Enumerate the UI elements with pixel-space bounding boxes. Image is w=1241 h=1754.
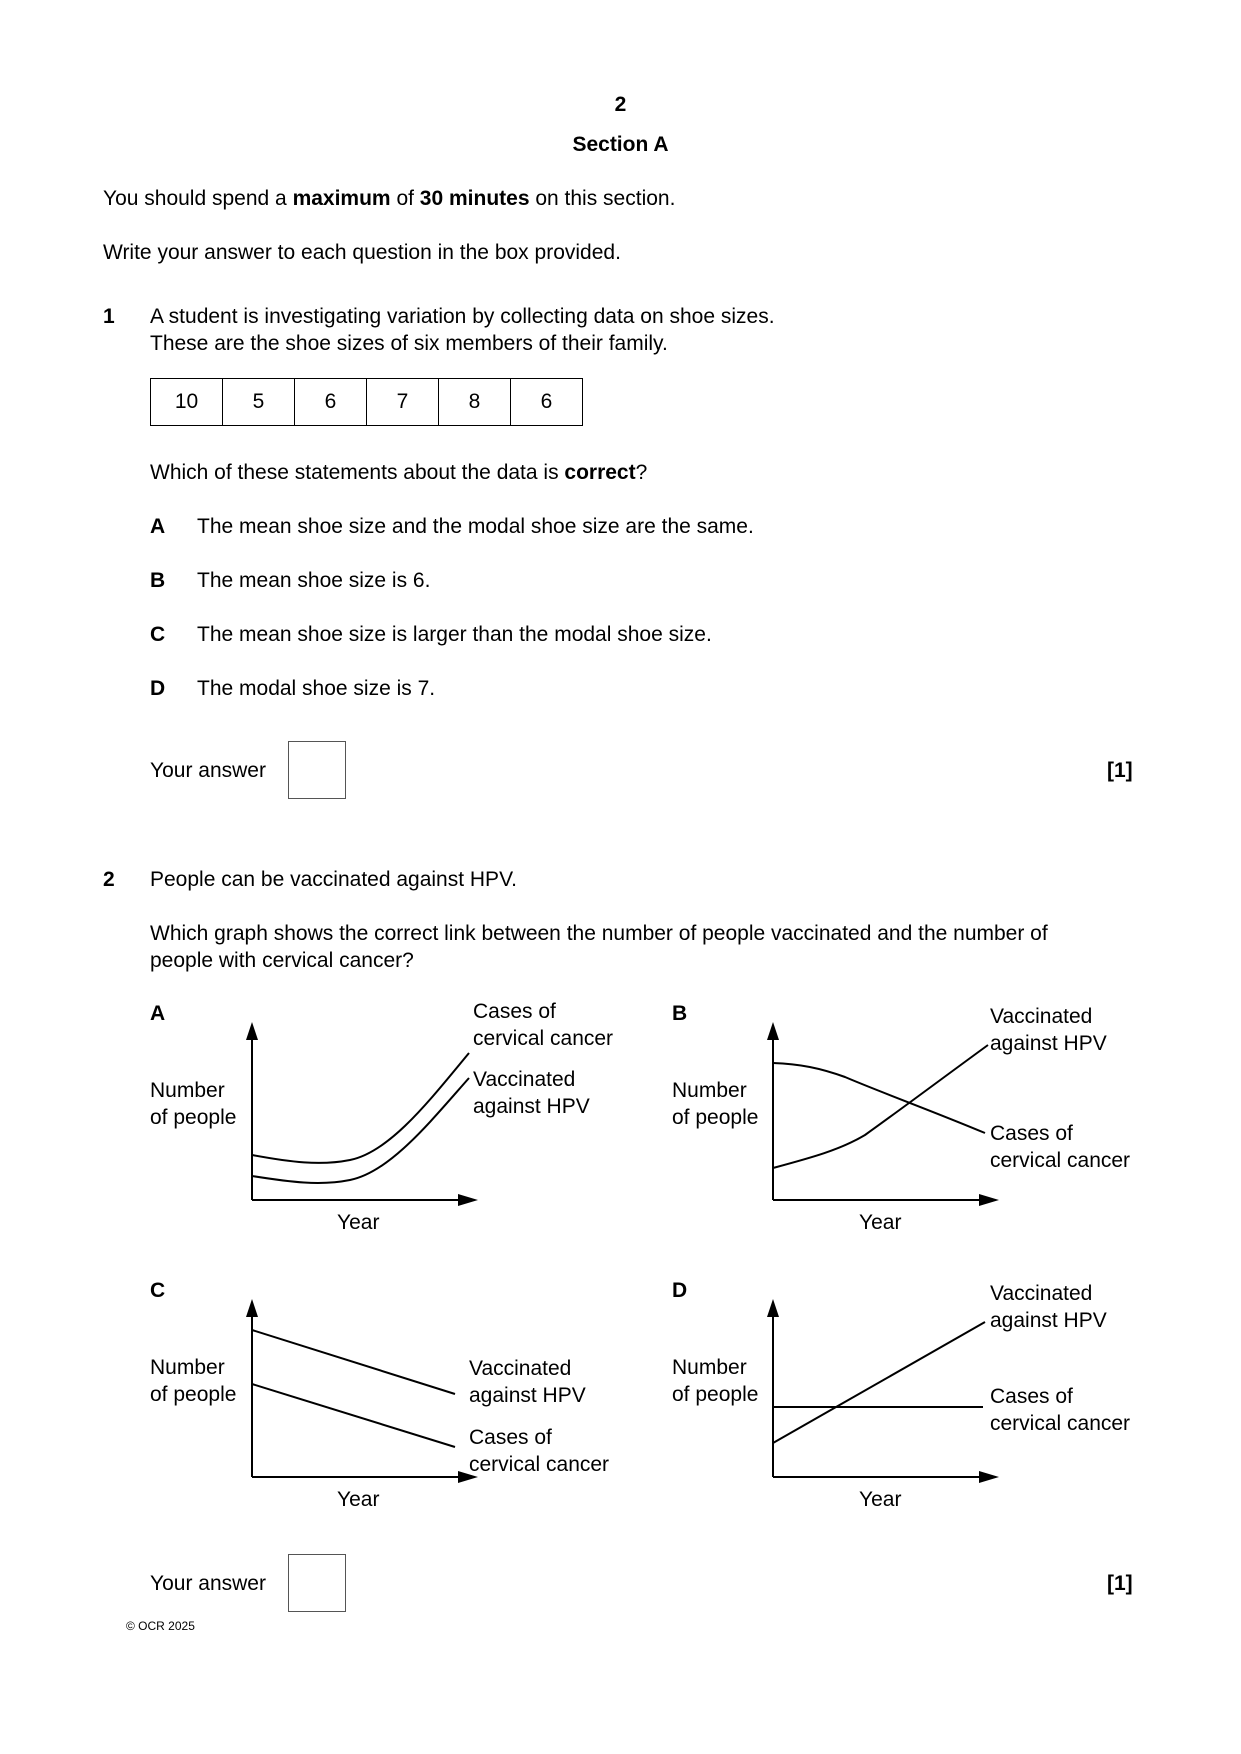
- graph-a-ylabel-line2: of people: [150, 1106, 237, 1129]
- q1-stem-line2: These are the shoe sizes of six members of their family.: [150, 332, 668, 355]
- shoe-size-cell: 8: [438, 378, 511, 426]
- graph-a-series-label-line2: cervical cancer: [473, 1027, 614, 1050]
- graph-b-series-label-line1: Cases of: [990, 1122, 1073, 1145]
- q1-marks: [1]: [1107, 759, 1133, 782]
- graph-c-ylabel-line1: Number: [150, 1356, 225, 1379]
- graph-c-ylabel-line2: of people: [150, 1383, 237, 1406]
- graph-c-series-label-line1: Cases of: [469, 1426, 552, 1449]
- graph-b-ylabel-line1: Number: [672, 1079, 747, 1102]
- graph-d-series-line: [773, 1322, 985, 1443]
- q2-question-line1: Which graph shows the correct link between the number of people vaccinated and the number of: [150, 922, 1048, 945]
- graph-d-y-arrow: [767, 1299, 779, 1317]
- graph-c-series-label-line2: cervical cancer: [469, 1453, 610, 1476]
- graph-d-xlabel: Year: [859, 1488, 902, 1511]
- graph-a-series-label-line1: Vaccinated: [473, 1068, 576, 1091]
- shoe-size-cell: 6: [510, 378, 583, 426]
- graph-d-ylabel-line2: of people: [672, 1383, 759, 1406]
- graph-b-ylabel-line2: of people: [672, 1106, 759, 1129]
- graph-b-letter: B: [672, 1002, 688, 1025]
- graph-c-series-label-line2: against HPV: [469, 1384, 586, 1407]
- q1-stem-line1: A student is investigating variation by collecting data on shoe sizes.: [150, 305, 775, 328]
- graph-d-x-arrow: [979, 1471, 999, 1483]
- q1-answer-label: Your answer: [150, 759, 266, 782]
- shoe-size-cell: 5: [222, 378, 295, 426]
- q1-number: 1: [103, 305, 115, 328]
- graph-b-series-label-line1: Vaccinated: [990, 1005, 1093, 1028]
- q2-stem: People can be vaccinated against HPV.: [150, 868, 517, 891]
- shoe-size-cell: 7: [366, 378, 439, 426]
- q1-option-c-text: The mean shoe size is larger than the modal shoe size.: [197, 623, 712, 646]
- graph-c-letter: C: [150, 1279, 166, 1302]
- graph-b-series-label-line2: cervical cancer: [990, 1149, 1131, 1172]
- q2-answer-box[interactable]: [288, 1554, 346, 1612]
- graph-d-letter: D: [672, 1279, 688, 1302]
- graph-b-series-label-line2: against HPV: [990, 1032, 1107, 1055]
- q1-option-b-text: The mean shoe size is 6.: [197, 569, 431, 592]
- q1-option-d-text: The modal shoe size is 7.: [197, 677, 436, 700]
- graph-a-series-label-line1: Cases of: [473, 1000, 556, 1023]
- copyright-footer: © OCR 2025: [126, 1619, 195, 1633]
- graph-d-series-label-line1: Vaccinated: [990, 1282, 1093, 1305]
- q2-number: 2: [103, 868, 115, 891]
- intro-time-instruction: You should spend a maximum of 30 minutes on this section.: [103, 187, 676, 210]
- graph-a-ylabel-line1: Number: [150, 1079, 225, 1102]
- shoe-size-cell: 6: [294, 378, 367, 426]
- q2-question-line2: people with cervical cancer?: [150, 949, 414, 972]
- graph-d-series-label-line1: Cases of: [990, 1385, 1073, 1408]
- graph-d-ylabel-line1: Number: [672, 1356, 747, 1379]
- page-number: 2: [614, 93, 627, 116]
- graph-a-series-label-line2: against HPV: [473, 1095, 590, 1118]
- graph-c-xlabel: Year: [337, 1488, 380, 1511]
- q1-question: Which of these statements about the data is correct?: [150, 461, 648, 484]
- graph-a-xlabel: Year: [337, 1211, 380, 1234]
- intro-answer-instruction: Write your answer to each question in the box provided.: [103, 241, 621, 264]
- q1-option-a-text: The mean shoe size and the modal shoe size are the same.: [197, 515, 754, 538]
- graph-a-letter: A: [150, 1002, 166, 1025]
- q2-answer-label: Your answer: [150, 1572, 266, 1595]
- q1-option-a-letter: A: [150, 515, 166, 538]
- q1-option-d-letter: D: [150, 677, 166, 700]
- shoe-size-cell: 10: [150, 378, 223, 426]
- graph-b-xlabel: Year: [859, 1211, 902, 1234]
- q1-option-c-letter: C: [150, 623, 166, 646]
- graph-d-series-label-line2: against HPV: [990, 1309, 1107, 1332]
- graph-c-series-label-line1: Vaccinated: [469, 1357, 572, 1380]
- graph-d-series-label-line2: cervical cancer: [990, 1412, 1131, 1435]
- q2-marks: [1]: [1107, 1572, 1133, 1595]
- q1-option-b-letter: B: [150, 569, 166, 592]
- section-title: Section A: [572, 133, 669, 156]
